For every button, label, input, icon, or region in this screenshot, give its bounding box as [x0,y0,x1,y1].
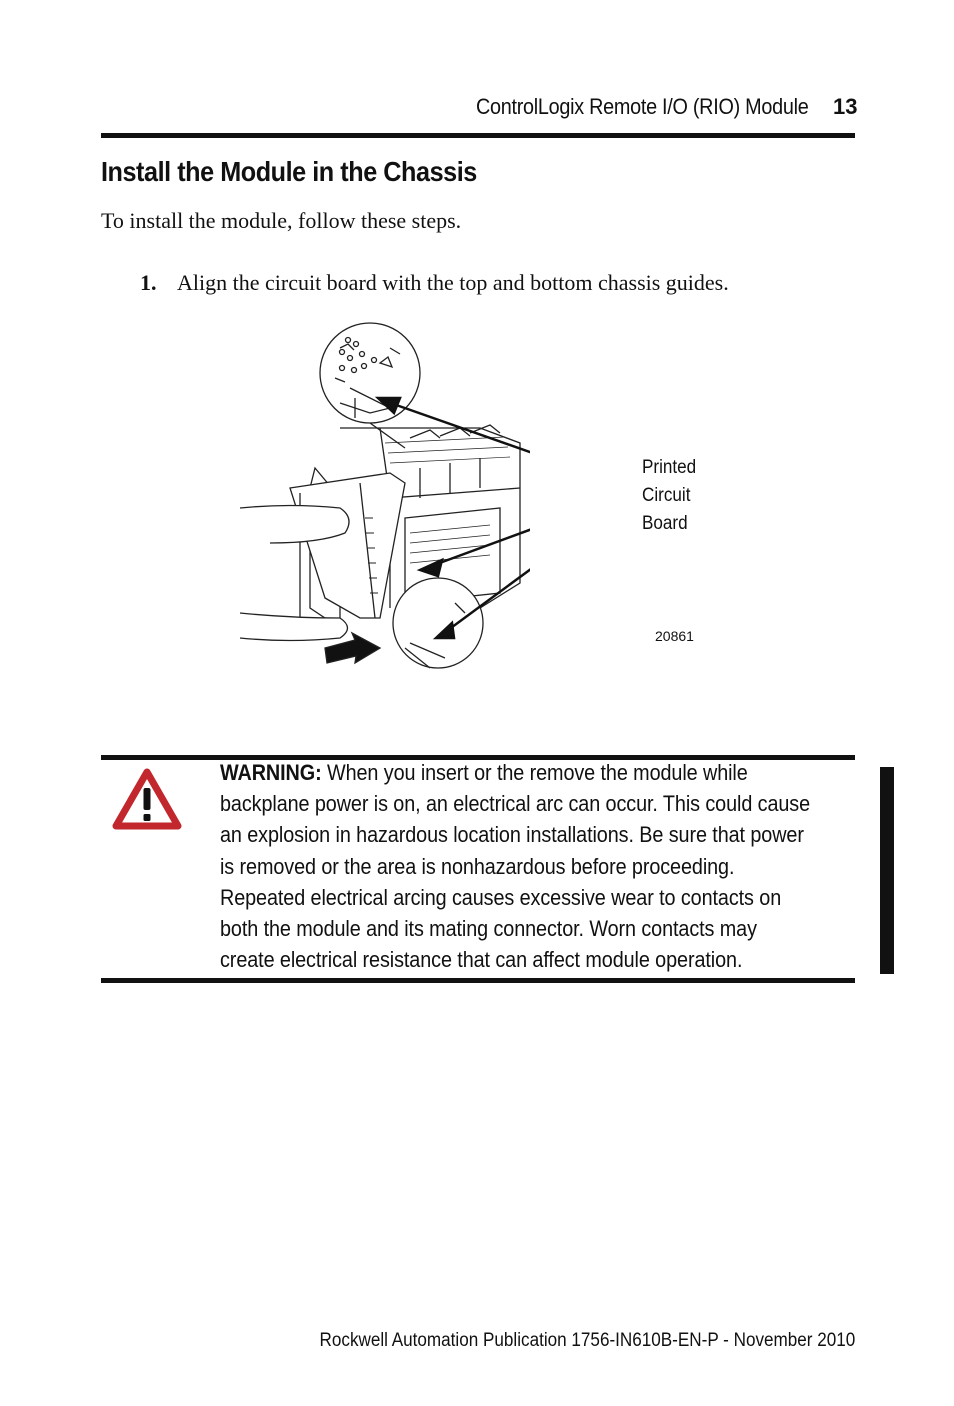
figure-number: 20861 [655,628,694,644]
page-number: 13 [833,94,858,119]
callout-line: Circuit [642,485,691,506]
intro-text: To install the module, follow these steps. [101,208,462,233]
section-heading: Install the Module in the Chassis [101,156,477,187]
header-rule [101,133,855,138]
warning-body: When you insert or the remove the module while backplane power is on, an electrical arc can occur. This could cause an explosion in hazardous location installations. Be sure that power is removed or the area is nonhazardous before proceeding. Repeated electrical arcing causes excessive wear to contacts on both the module and its mating connector. Worn contacts may create electrical resistance that can affect module operation. [220,760,811,973]
module-install-illustration [230,318,530,688]
warning-triangle-icon [112,768,182,830]
warning-bottom-rule [101,978,855,983]
pcb-callout-label [642,454,696,538]
footer-publication: Rockwell Automation Publication 1756-IN610B-EN-P - November 2010 [319,1330,855,1351]
warning-label: WARNING: [220,760,322,785]
warning-text [220,757,814,975]
step-text: Align the circuit board with the top and bottom chassis guides. [177,270,729,295]
callout-line: Board [642,513,688,534]
step-number: 1. [140,270,157,295]
chapter-side-tab [880,767,894,974]
callout-line: Printed [642,457,697,478]
header-title: ControlLogix Remote I/O (RIO) Module [475,94,808,119]
